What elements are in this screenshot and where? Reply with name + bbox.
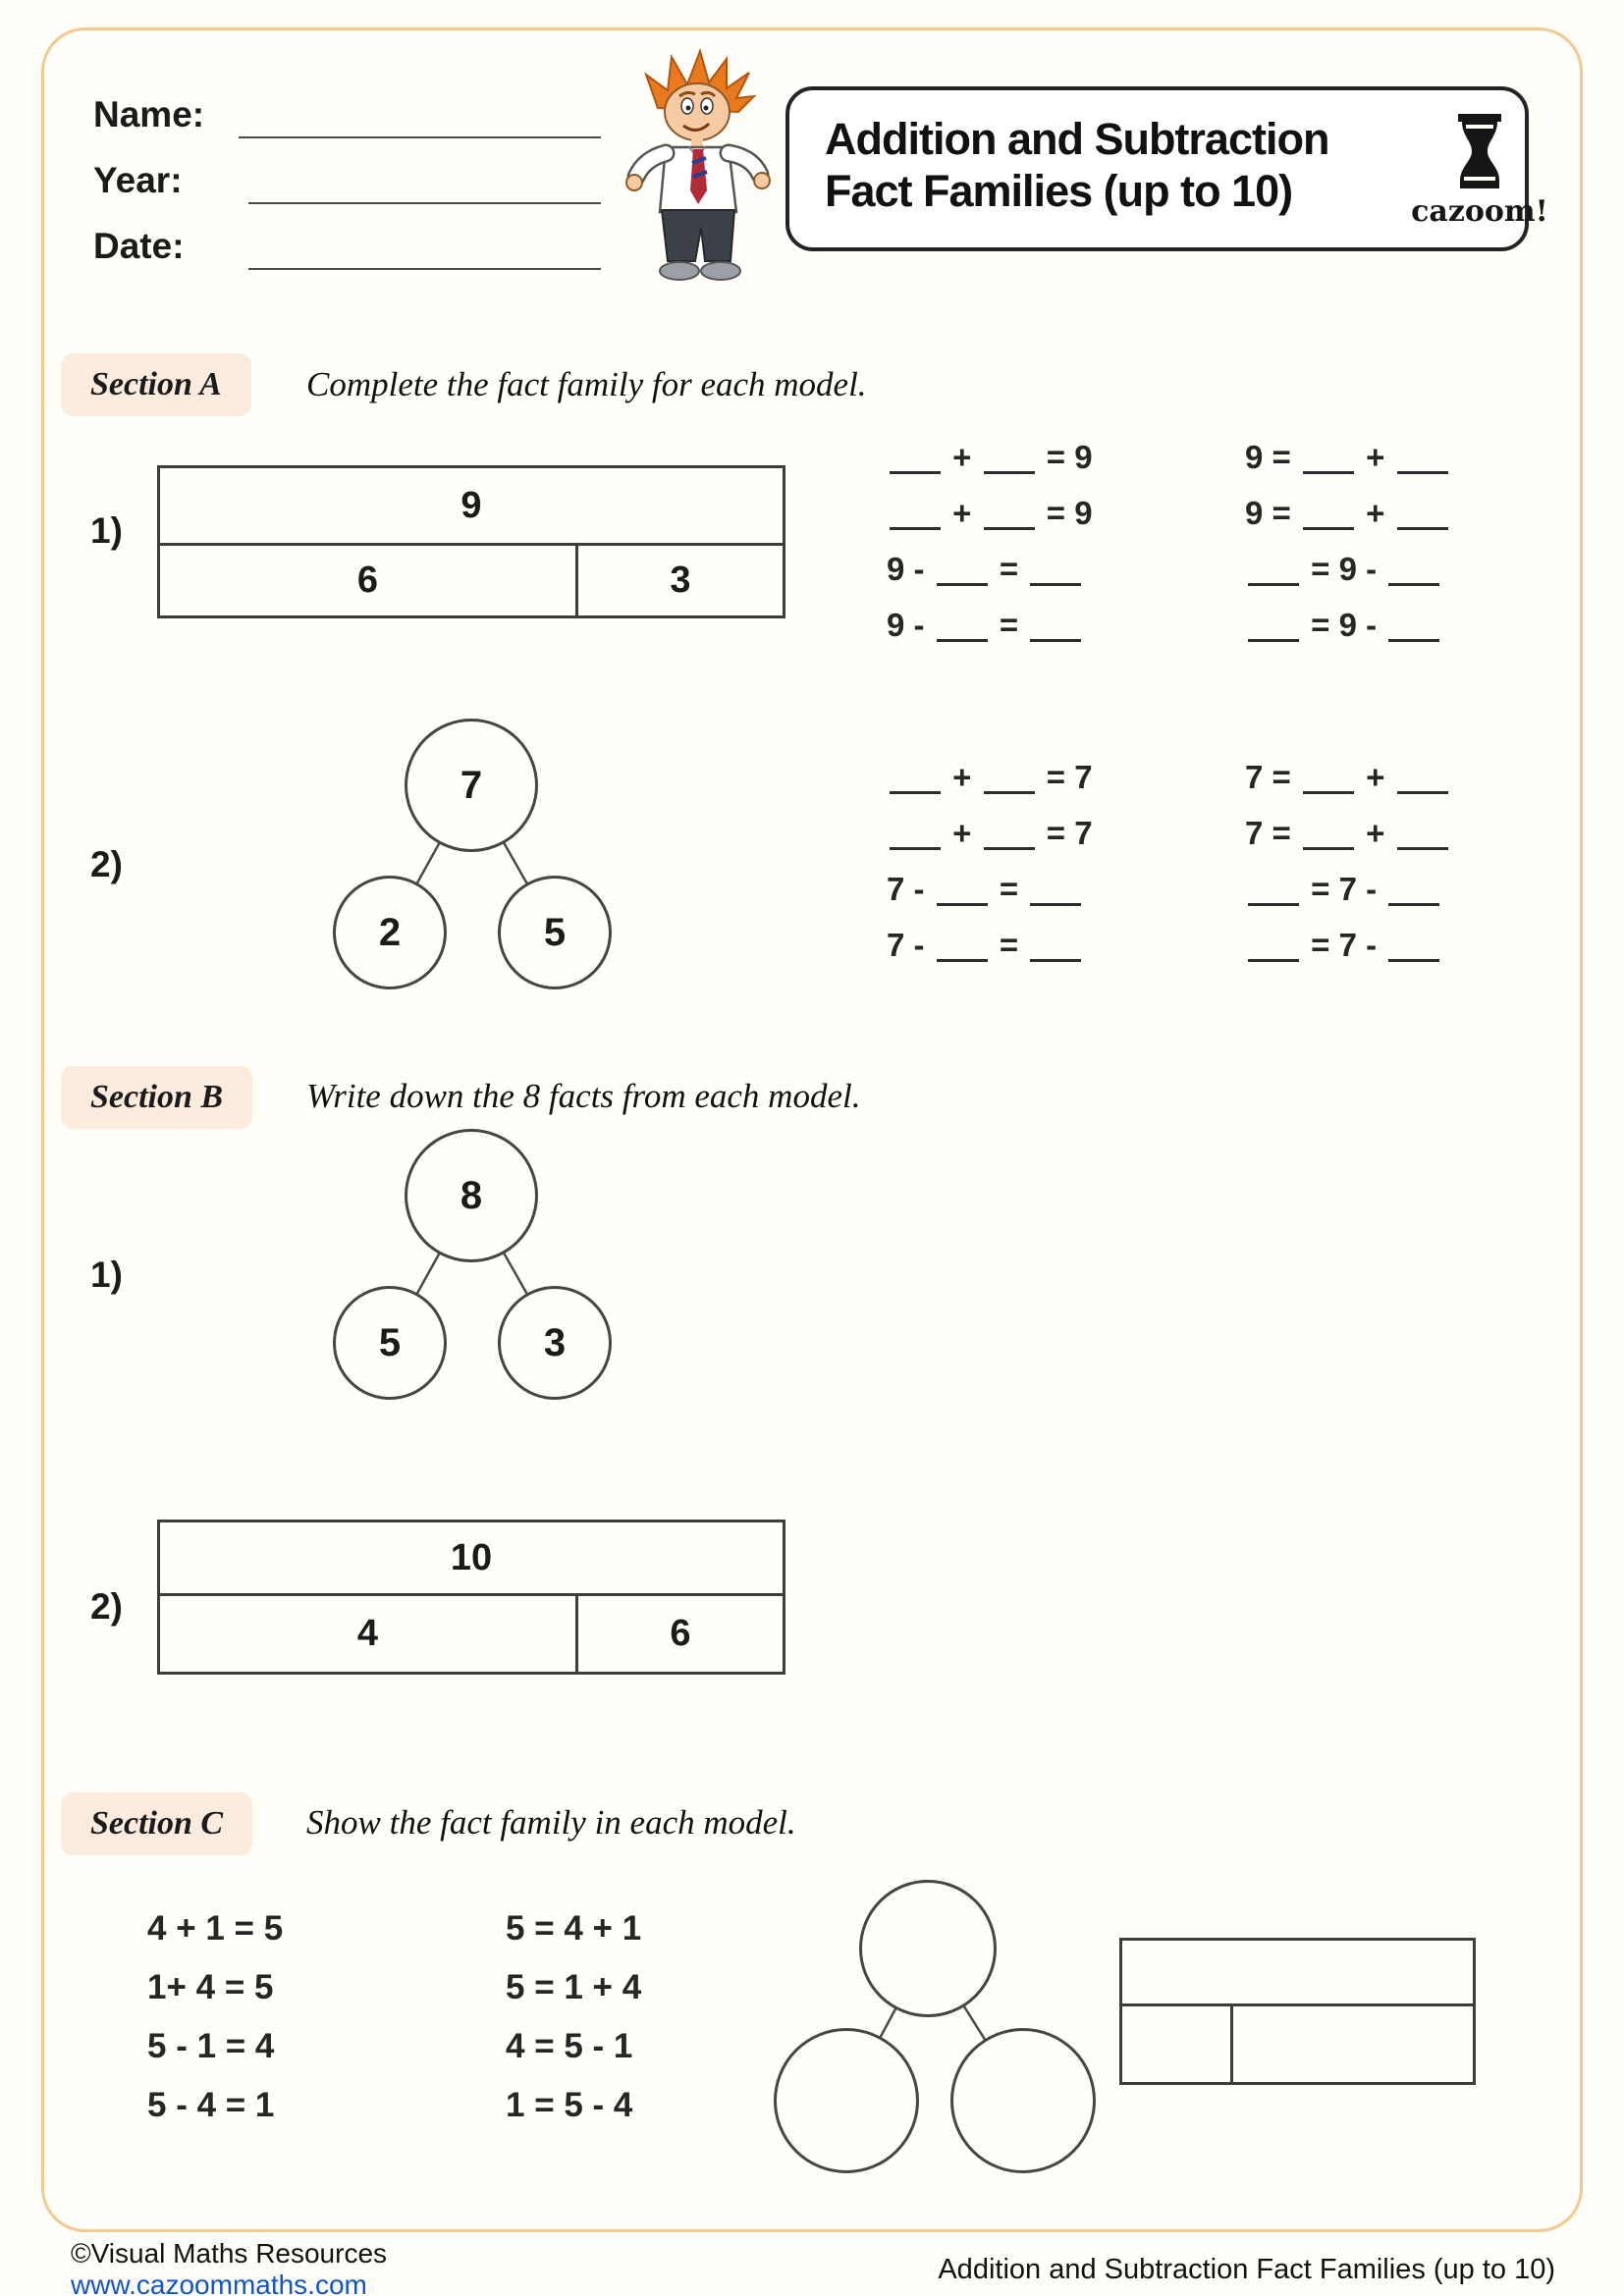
empty-bar-model (1119, 1938, 1476, 2085)
bond-part-value: 2 (378, 910, 402, 954)
equation: = 9 - (1245, 551, 1624, 588)
equation: = 9 - (1245, 607, 1624, 644)
question-number: 1) (90, 1255, 123, 1295)
equation: 9 = + (1245, 495, 1624, 532)
bar-part-value: 3 (670, 560, 691, 601)
empty-number-bond (756, 1873, 1100, 2182)
fact: 4 = 5 - 1 (506, 2027, 633, 2065)
bar-parts-row (157, 1596, 785, 1675)
number-bond-b1 (319, 1125, 633, 1405)
bar-part-cell (1119, 2006, 1233, 2085)
name-label: Name: (93, 94, 205, 134)
bond-total-circle (405, 719, 538, 852)
bar-total-cell (157, 465, 785, 546)
bar-total-value: 10 (450, 1536, 493, 1578)
number-bond-a2 (319, 715, 633, 994)
bond-part-circle (498, 876, 612, 989)
worksheet-title-line2: Fact Families (up to 10) (825, 166, 1293, 216)
worksheet-title-line1: Addition and Subtraction (825, 114, 1329, 164)
bond-total-circle (859, 1880, 997, 2017)
bar-total-value: 9 (460, 484, 482, 526)
cazoom-logo-text: cazoom! (1411, 194, 1548, 229)
date-write-line (248, 226, 601, 270)
equation: + = 9 (887, 439, 1245, 476)
fact: 5 = 4 + 1 (506, 1909, 642, 1948)
bar-part-value: 6 (670, 1613, 691, 1654)
bar-part-cell (157, 546, 578, 618)
bond-part-circle (774, 2028, 919, 2173)
mascot-illustration (607, 47, 793, 312)
fact: 1+ 4 = 5 (147, 1968, 274, 2006)
section-b-label: Section B (61, 1066, 252, 1129)
copyright-text: ©Visual Maths Resources (71, 2238, 388, 2269)
equation: + = 7 (887, 815, 1245, 852)
question-number: 2) (90, 1586, 123, 1627)
bar-model-a1 (157, 465, 785, 618)
bond-part-value: 5 (378, 1320, 402, 1364)
equation: 7 = + (1245, 759, 1624, 796)
bond-part-value: 5 (543, 910, 567, 954)
equation: + = 9 (887, 495, 1245, 532)
bond-part-value: 3 (543, 1320, 567, 1364)
section-c-label: Section C (61, 1792, 252, 1855)
fact: 5 - 4 = 1 (147, 2086, 275, 2124)
section-b-instruction: Write down the 8 facts from each model. (306, 1077, 861, 1115)
bar-total-cell (1119, 1938, 1476, 2006)
bond-part-circle (950, 2028, 1096, 2173)
bond-part-circle (333, 1286, 447, 1400)
website-link[interactable]: www.cazoommaths.com (71, 2269, 367, 2296)
fact-family-equations-a1 (887, 429, 1624, 653)
year-write-line (248, 160, 601, 204)
equation: 7 = + (1245, 815, 1624, 852)
equation: 9 - = (887, 607, 1245, 644)
bond-total-value: 7 (460, 763, 483, 807)
bar-part-value: 4 (356, 1613, 378, 1654)
equation: = 7 - (1245, 871, 1624, 908)
question-number: 1) (90, 510, 123, 551)
equation: 9 = + (1245, 439, 1624, 476)
fact: 4 + 1 = 5 (147, 1909, 284, 1948)
section-a-instruction: Complete the fact family for each model. (306, 365, 867, 403)
date-label: Date: (93, 226, 185, 266)
bar-model-b2 (157, 1520, 785, 1675)
bond-total-value: 8 (460, 1173, 483, 1217)
bar-parts-row (1119, 2006, 1476, 2085)
footer-doc-title: Addition and Subtraction Fact Families (up to 10) (938, 2254, 1555, 2285)
fact-family-equations-a2 (887, 749, 1624, 973)
equation: + = 7 (887, 759, 1245, 796)
section-a-label: Section A (61, 353, 251, 416)
worksheet-title-box (785, 86, 1548, 251)
equation: 7 - = (887, 871, 1245, 908)
fact: 5 - 1 = 4 (147, 2027, 275, 2065)
bond-total-circle (405, 1129, 538, 1262)
bond-part-circle (498, 1286, 612, 1400)
cazoom-vase-icon (1449, 112, 1510, 190)
bar-part-cell (578, 1596, 785, 1675)
bar-part-value: 6 (356, 560, 378, 601)
section-c-instruction: Show the fact family in each model. (306, 1803, 796, 1842)
name-write-line (239, 94, 601, 138)
bar-parts-row (157, 546, 785, 618)
equation: 9 - = (887, 551, 1245, 588)
year-label: Year: (93, 160, 183, 200)
bar-part-cell (157, 1596, 578, 1675)
fact: 1 = 5 - 4 (506, 2086, 633, 2124)
fact: 5 = 1 + 4 (506, 1968, 642, 2006)
bar-total-cell (157, 1520, 785, 1596)
bond-part-circle (333, 876, 447, 989)
bar-part-cell (578, 546, 785, 618)
question-number: 2) (90, 844, 123, 884)
equation: 7 - = (887, 927, 1245, 964)
equation: = 7 - (1245, 927, 1624, 964)
bar-part-cell (1233, 2006, 1476, 2085)
